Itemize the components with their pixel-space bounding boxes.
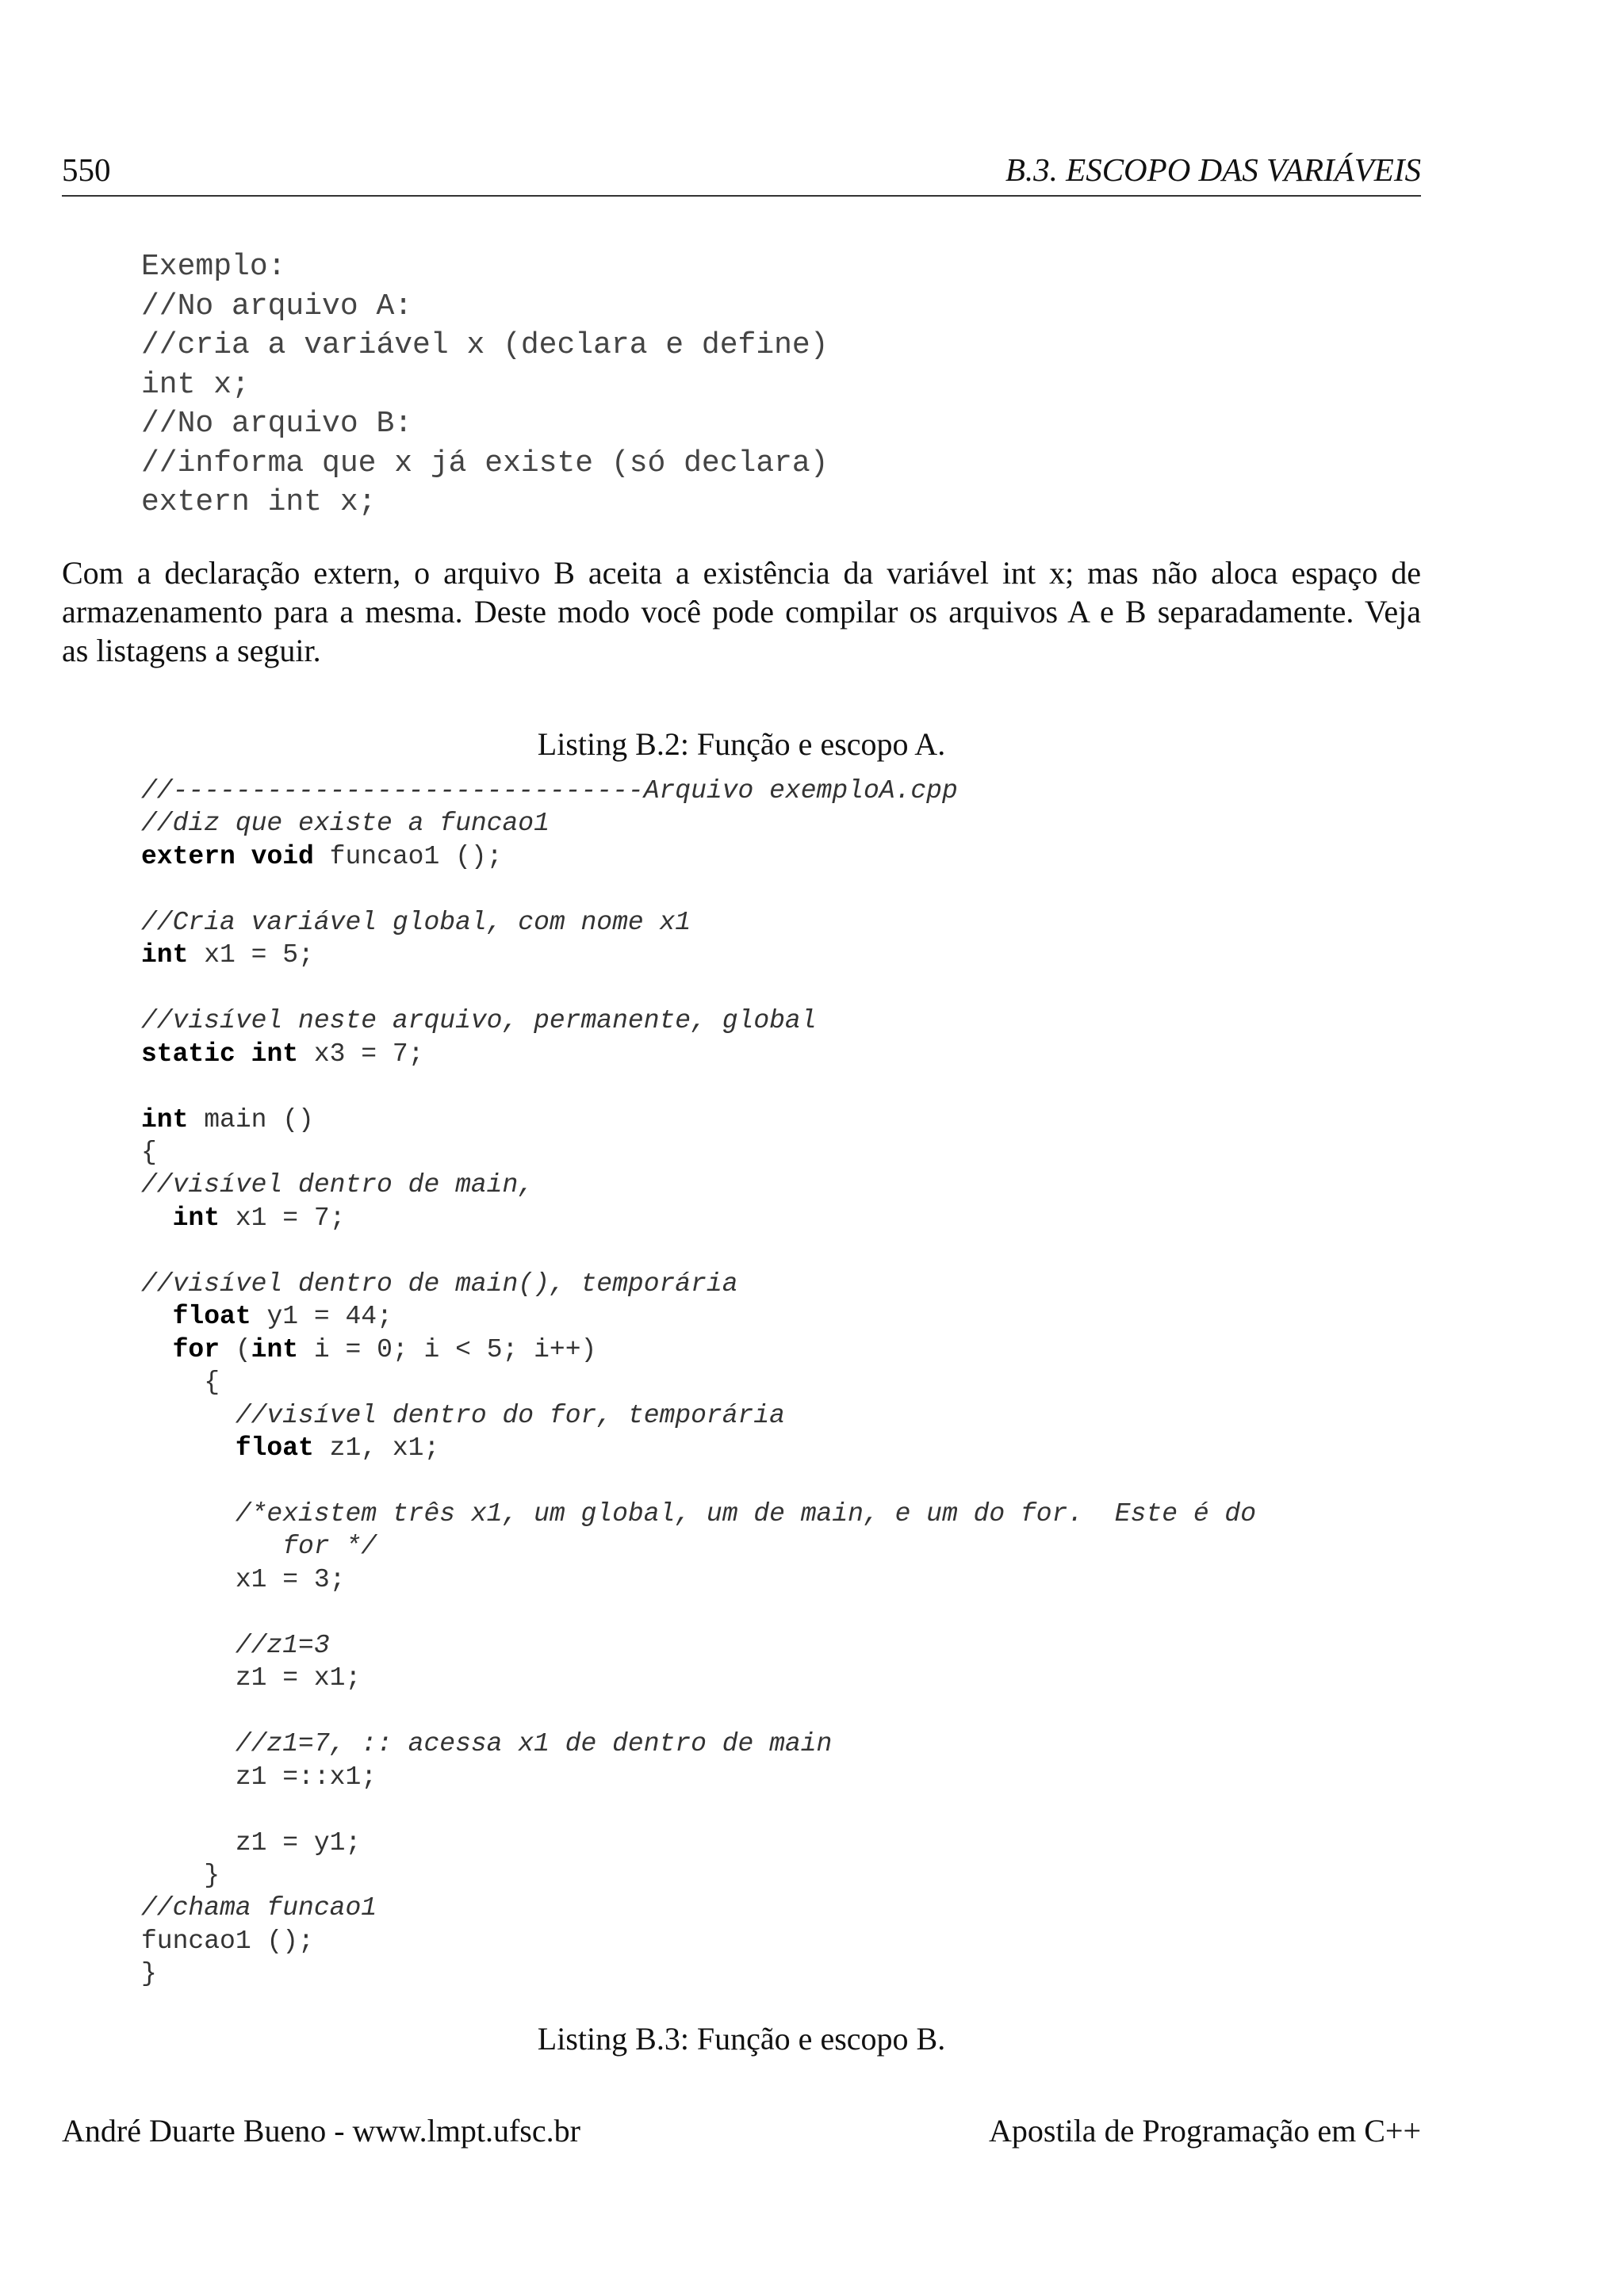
code-line xyxy=(141,1761,1256,1793)
code-text: x1 = 7; xyxy=(220,1203,346,1233)
example-line: int x; xyxy=(141,367,250,402)
code-text: } xyxy=(204,1860,220,1890)
code-line xyxy=(141,1695,1256,1728)
code-text: x1 = 5; xyxy=(188,940,314,970)
code-keyword: static xyxy=(141,1039,236,1069)
code-line xyxy=(141,1366,1256,1399)
code-text: y1 = 44; xyxy=(251,1302,393,1332)
code-line xyxy=(141,972,1256,1004)
paragraph-line: as listagens a seguir. xyxy=(62,633,321,668)
code-comment: //z1=3 xyxy=(235,1630,330,1660)
code-line xyxy=(141,1399,1256,1432)
code-comment: //visível dentro do for, temporária xyxy=(235,1400,785,1430)
code-line xyxy=(141,1563,1256,1596)
paragraph-line: armazenamento para a mesma. Deste modo você pode compilar os arquivos A e B separadamente. Veja xyxy=(62,594,1421,629)
code-keyword: int xyxy=(251,1334,299,1364)
code-line xyxy=(141,1334,1256,1366)
code-line xyxy=(141,939,1256,971)
paragraph-line: Com a declaração extern, o arquivo B aceita a existência da variável int x; mas não aloca espaço de xyxy=(62,555,1421,591)
code-text: i = 0; i < 5; i++) xyxy=(298,1334,597,1364)
running-title: B.3. ESCOPO DAS VARIÁVEIS xyxy=(1005,151,1421,188)
code-line xyxy=(141,1300,1256,1333)
code-line xyxy=(141,1925,1256,1957)
code-line xyxy=(141,1004,1256,1037)
code-line xyxy=(141,1465,1256,1498)
code-line xyxy=(141,873,1256,905)
code-line xyxy=(141,1268,1256,1300)
code-text: z1 = x1; xyxy=(235,1663,362,1693)
code-line xyxy=(141,1498,1256,1530)
code-line xyxy=(141,775,1256,807)
code-line xyxy=(141,1169,1256,1201)
code-text: } xyxy=(141,1959,157,1989)
code-line xyxy=(141,807,1256,840)
code-text: funcao1 (); xyxy=(141,1926,314,1956)
code-line xyxy=(141,1957,1256,1990)
code-line xyxy=(141,1793,1256,1826)
code-comment: //------------------------------Arquivo exemploA.cpp xyxy=(141,776,958,806)
code-comment: //visível dentro de main(), temporária xyxy=(141,1269,738,1299)
header-rule xyxy=(62,195,1421,197)
code-line xyxy=(141,1596,1256,1628)
code-comment: for */ xyxy=(282,1532,377,1562)
code-keyword: int xyxy=(141,940,189,970)
code-text: x3 = 7; xyxy=(298,1039,424,1069)
example-line: //No arquivo B: xyxy=(141,407,413,441)
footer-author: André Duarte Bueno - www.lmpt.ufsc.br xyxy=(62,2113,580,2149)
code-comment: //Cria variável global, com nome x1 xyxy=(141,907,691,937)
code-text: funcao1 (); xyxy=(313,841,503,871)
code-line xyxy=(141,1629,1256,1662)
code-text: { xyxy=(141,1137,157,1167)
code-keyword: extern xyxy=(141,841,236,871)
code-keyword: float xyxy=(235,1433,314,1464)
code-keyword: void xyxy=(251,841,314,871)
code-text xyxy=(236,1039,251,1069)
example-line: extern int x; xyxy=(141,485,377,519)
code-comment: //chama funcao1 xyxy=(141,1893,377,1923)
code-keyword: for xyxy=(172,1334,220,1364)
code-text: z1, x1; xyxy=(313,1433,440,1464)
code-line xyxy=(141,1728,1256,1760)
code-keyword: int xyxy=(141,1104,189,1135)
code-text: ( xyxy=(220,1334,251,1364)
example-code-block xyxy=(141,247,829,522)
code-comment: //visível dentro de main, xyxy=(141,1170,534,1200)
code-text: z1 =::x1; xyxy=(235,1762,377,1792)
listing-b2-caption: Listing B.2: Função e escopo A. xyxy=(537,726,946,762)
example-line: //No arquivo A: xyxy=(141,289,413,323)
code-line xyxy=(141,1202,1256,1234)
example-line: //cria a variável x (declara e define) xyxy=(141,328,829,362)
code-keyword: float xyxy=(172,1302,251,1332)
footer-title: Apostila de Programação em C++ xyxy=(989,2113,1421,2149)
listing-b3-caption: Listing B.3: Função e escopo B. xyxy=(537,2021,946,2057)
code-line xyxy=(141,1662,1256,1694)
code-line xyxy=(141,1432,1256,1464)
code-text: x1 = 3; xyxy=(235,1564,346,1594)
code-text: { xyxy=(204,1368,220,1398)
example-line: Exemplo: xyxy=(141,250,286,284)
code-line xyxy=(141,840,1256,873)
code-line xyxy=(141,1070,1256,1103)
code-text: main () xyxy=(188,1104,314,1135)
code-line xyxy=(141,906,1256,939)
code-line xyxy=(141,1530,1256,1563)
code-comment: //z1=7, :: acessa x1 de dentro de main xyxy=(235,1729,833,1759)
code-line xyxy=(141,1827,1256,1859)
example-line: //informa que x já existe (só declara) xyxy=(141,446,829,480)
page-number: 550 xyxy=(62,151,111,188)
code-keyword: int xyxy=(251,1039,299,1069)
code-line xyxy=(141,1038,1256,1070)
code-line xyxy=(141,1892,1256,1924)
code-text: z1 = y1; xyxy=(235,1827,362,1858)
code-comment: //diz que existe a funcao1 xyxy=(141,809,550,839)
code-line xyxy=(141,1136,1256,1169)
code-comment: //visível neste arquivo, permanente, global xyxy=(141,1006,817,1036)
code-comment: /*existem três x1, um global, um de main, e um do for. Este é do xyxy=(235,1498,1257,1529)
body-paragraph xyxy=(62,553,1421,670)
code-line xyxy=(141,1234,1256,1267)
code-line xyxy=(141,1859,1256,1892)
code-text xyxy=(236,842,251,871)
listing-b2-code xyxy=(141,775,1256,1991)
code-keyword: int xyxy=(172,1203,220,1233)
code-line xyxy=(141,1104,1256,1136)
